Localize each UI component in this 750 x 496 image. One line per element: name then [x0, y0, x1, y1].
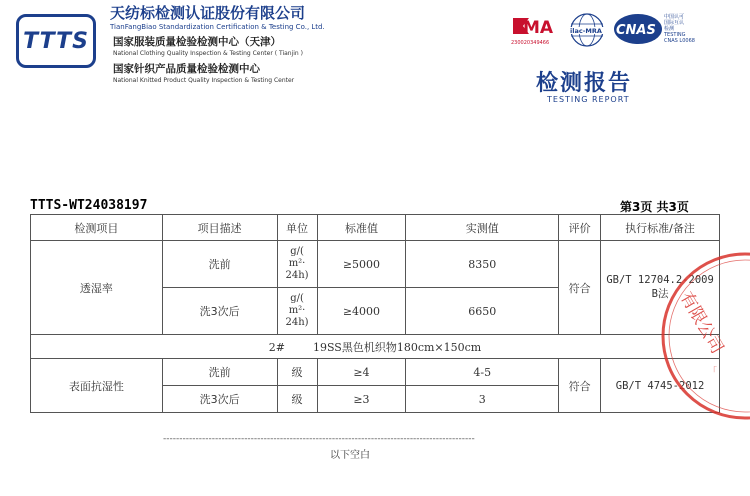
row-description: 洗前: [162, 359, 277, 386]
clothing-center-cn: 国家服装质量检验检测中心（天津）: [113, 36, 281, 48]
row-unit: g/( m²· 24h): [277, 241, 317, 288]
test-item-surface-wetting: 表面抗湿性: [31, 359, 163, 413]
evaluation-group1: 符合: [559, 241, 601, 335]
row-standard-value: ≥3: [317, 386, 406, 413]
cnas-text: CNAS: [616, 23, 656, 38]
header-standard-remark: 执行标准/备注: [601, 215, 720, 241]
row-standard-value: ≥5000: [317, 241, 406, 288]
cma-text: MA: [523, 18, 554, 38]
cma-number: 230020349466: [511, 40, 550, 46]
knitted-center: [113, 63, 294, 85]
test-item-moisture-permeability: 透湿率: [31, 241, 163, 335]
ilac-mra-logo-icon: [566, 12, 608, 48]
table-row: [31, 359, 720, 386]
knitted-center-cn: 国家针织产品质量检验检测中心: [113, 63, 260, 75]
row-standard-value: ≥4000: [317, 288, 406, 335]
company-name-en: TianFangBiao Standardization Certification & Testing Co., Ltd.: [110, 23, 325, 31]
row-measured-value: 3: [406, 386, 559, 413]
header-test-item: 检测项目: [31, 215, 163, 241]
official-seal-stamp-icon: [640, 236, 750, 436]
sample-row: [31, 335, 720, 359]
results-table: [30, 214, 720, 413]
row-description: 洗3次后: [162, 288, 277, 335]
evaluation-group2: 符合: [559, 359, 601, 413]
row-measured-value: 8350: [406, 241, 559, 288]
ilac-text: ilac-MRA: [570, 27, 602, 35]
page-info: 第3页 共3页: [620, 200, 689, 214]
clothing-center-en: National Clothing Quality Inspection & Testing Center ( Tianjin ): [113, 50, 303, 57]
table-header-row: [31, 215, 720, 241]
stamp-text: 有限公司: [675, 288, 727, 358]
report-subtitle: TESTING REPORT: [547, 95, 630, 104]
table-row: [31, 241, 720, 288]
svg-text:「: 「: [708, 367, 718, 377]
company-name-block: [110, 4, 325, 32]
header-unit: 单位: [277, 215, 317, 241]
sample-fabric: 19SS黑色机织物180cm×150cm: [312, 340, 482, 354]
row-measured-value: 4-5: [406, 359, 559, 386]
company-name-cn: 天纺标检测认证股份有限公司: [110, 4, 306, 22]
sample-description: [31, 335, 720, 359]
report-number: TTTS-WT24038197: [30, 198, 148, 213]
company-logo: [16, 14, 96, 68]
end-divider-line: ------------------------------------------------------------------------------------------------: [163, 434, 475, 444]
cnas-accreditation-text: 中国认可 国际互认 检测 TESTING CNAS L0068: [664, 14, 695, 44]
row-description: 洗前: [162, 241, 277, 288]
standard-group1: GB/T 12704.2-2009 B法: [601, 241, 720, 335]
logo-text: TTTS: [23, 28, 89, 54]
standard-group2: GB/T 4745-2012: [601, 359, 720, 413]
header-standard-value: 标准值: [317, 215, 406, 241]
row-unit: g/( m²· 24h): [277, 288, 317, 335]
knitted-center-en: National Knitted Product Quality Inspection & Testing Center: [113, 77, 295, 84]
blank-below-note: 以下空白: [330, 450, 370, 461]
header-measured-value: 实测值: [406, 215, 559, 241]
row-description: 洗3次后: [162, 386, 277, 413]
row-unit: 级: [277, 359, 317, 386]
row-standard-value: ≥4: [317, 359, 406, 386]
report-title: 检测报告: [536, 71, 633, 96]
clothing-center: [113, 36, 303, 58]
sample-number: 2#: [268, 340, 285, 354]
cnas-logo-icon: [613, 12, 663, 46]
row-measured-value: 6650: [406, 288, 559, 335]
header-evaluation: 评价: [559, 215, 601, 241]
header-description: 项目描述: [162, 215, 277, 241]
row-unit: 级: [277, 386, 317, 413]
cma-logo-icon: [509, 14, 559, 46]
